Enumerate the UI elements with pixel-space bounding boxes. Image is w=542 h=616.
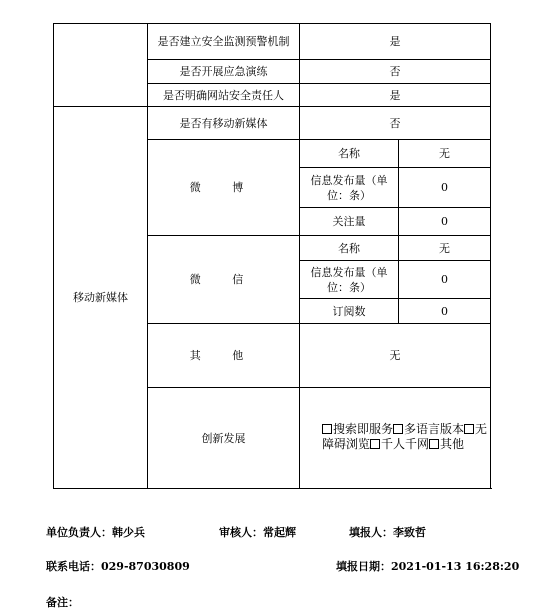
row-label: 是否开展应急演练 — [148, 60, 300, 84]
option-item[interactable] — [393, 422, 464, 436]
option-label: 无障碍浏览 — [322, 422, 488, 451]
weibo-label: 微 博 — [148, 140, 300, 236]
option-label: 多语言版本 — [404, 422, 465, 436]
weixin-subscribers-value: 0 — [399, 299, 491, 324]
remark: 备注： — [46, 596, 79, 609]
option-item[interactable] — [370, 437, 429, 451]
weixin-name-value: 无 — [399, 236, 491, 261]
weibo-posts-label: 信息发布量（单位：条） — [300, 168, 399, 208]
option-label: 搜索即服务 — [333, 422, 394, 436]
weibo-name-label: 名称 — [300, 140, 399, 168]
weibo-followers-value: 0 — [399, 208, 491, 236]
option-item[interactable] — [429, 437, 464, 451]
row-label: 是否建立安全监测预警机制 — [148, 24, 300, 60]
option-label: 其他 — [440, 437, 465, 451]
has-mobile-value: 否 — [300, 107, 491, 140]
weibo-posts-value: 0 — [399, 168, 491, 208]
weixin-posts-label: 信息发布量（单位：条） — [300, 261, 399, 299]
unit-head: 单位负责人：韩少兵 — [46, 526, 145, 539]
section-blank — [54, 24, 148, 107]
other-label: 其 他 — [148, 324, 300, 388]
option-label: 千人千网 — [381, 437, 430, 451]
contact-phone: 联系电话：029-87030809 — [46, 560, 190, 573]
row-value: 是 — [300, 24, 491, 60]
checkbox-icon[interactable] — [370, 439, 380, 449]
reviewer: 审核人：常起辉 — [219, 526, 296, 539]
checkbox-icon[interactable] — [393, 424, 403, 434]
weixin-subscribers-label: 订阅数 — [300, 299, 399, 324]
report-date: 填报日期：2021-01-13 16:28:20 — [336, 560, 520, 573]
checkbox-icon[interactable] — [429, 439, 439, 449]
checkbox-icon[interactable] — [464, 424, 474, 434]
report-table — [53, 23, 491, 489]
row-value: 是 — [300, 84, 491, 107]
mobile-section-label: 移动新媒体 — [54, 107, 148, 489]
row-label: 是否明确网站安全责任人 — [148, 84, 300, 107]
checkbox-icon[interactable] — [322, 424, 332, 434]
weixin-posts-value: 0 — [399, 261, 491, 299]
innovation-options — [300, 388, 491, 489]
weibo-name-value: 无 — [399, 140, 491, 168]
innovation-label: 创新发展 — [148, 388, 300, 489]
weibo-followers-label: 关注量 — [300, 208, 399, 236]
weixin-label: 微 信 — [148, 236, 300, 324]
has-mobile-label: 是否有移动新媒体 — [148, 107, 300, 140]
option-item[interactable] — [322, 422, 393, 436]
row-value: 否 — [300, 60, 491, 84]
weixin-name-label: 名称 — [300, 236, 399, 261]
filler: 填报人：李致哲 — [349, 526, 426, 539]
other-value: 无 — [300, 324, 491, 388]
